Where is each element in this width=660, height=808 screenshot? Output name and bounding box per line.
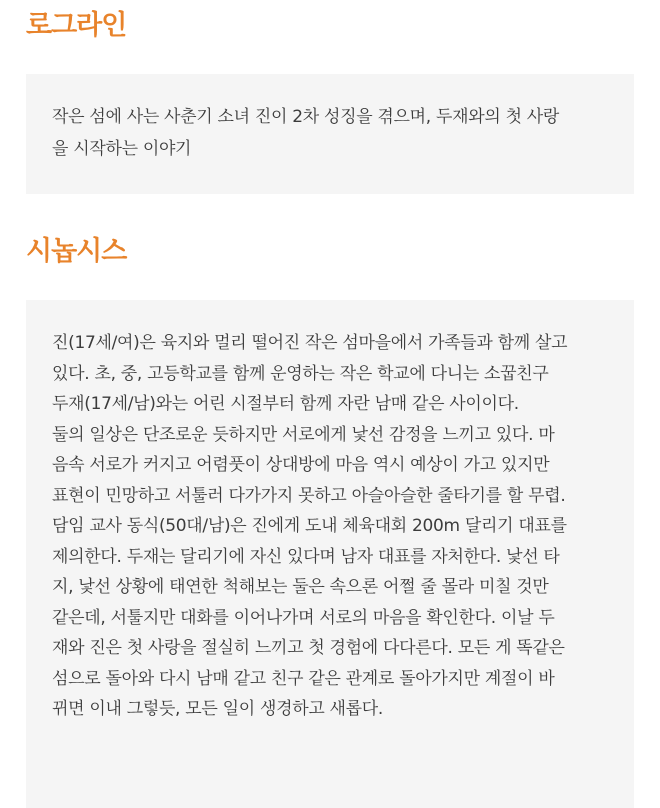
synopsis-line: 음속 서로가 커지고 어렴풋이 상대방에 마음 역시 예상이 가고 있지만 (52, 455, 550, 475)
synopsis-line: 제의한다. 두재는 달리기에 자신 있다며 남자 대표를 자처한다. 낯선 타 (52, 546, 560, 567)
logline-text (52, 101, 608, 165)
synopsis-box (26, 300, 634, 808)
synopsis-line: 섬으로 돌아와 다시 남매 같고 친구 같은 관계로 돌아가지만 계절이 바 (52, 668, 555, 689)
synopsis-line: 재와 진은 첫 사랑을 절실히 느끼고 첫 경험에 다다른다. 모든 게 똑같은 (52, 638, 565, 658)
synopsis-line: 지, 낯선 상황에 태연한 척해보는 둘은 속으론 어쩔 줄 몰라 미칠 것만 (52, 577, 549, 597)
synopsis-line: 두재(17세/남)와는 어린 시절부터 함께 자란 남매 같은 사이이다. (52, 394, 519, 414)
synopsis-line: 표현이 민망하고 서툴러 다가가지 못하고 아슬아슬한 줄타기를 할 무렵. (52, 485, 566, 506)
logline-line: 을 시작하는 이야기 (52, 139, 192, 159)
logline-heading: 로그라인 (26, 10, 127, 41)
synopsis-line: 담임 교사 동식(50대/남)은 진에게 도내 체육대회 200m 달리기 대표를 (52, 516, 567, 536)
synopsis-text (52, 328, 608, 725)
synopsis-line: 같은데, 서툴지만 대화를 이어나가며 서로의 마음을 확인한다. 이날 두 (52, 607, 555, 628)
synopsis-line: 뀌면 이내 그렇듯, 모든 일이 생경하고 새롭다. (52, 699, 384, 719)
synopsis-line: 있다. 초, 중, 고등학교를 함께 운영하는 작은 학교에 다니는 소꿉친구 (52, 363, 549, 384)
synopsis-heading: 시놉시스 (26, 236, 127, 267)
synopsis-line: 둘의 일상은 단조로운 듯하지만 서로에게 낯선 감정을 느끼고 있다. 마 (52, 424, 555, 445)
synopsis-line: 진(17세/여)은 육지와 멀리 떨어진 작은 섬마을에서 가족들과 함께 살고 (52, 333, 568, 353)
logline-line: 작은 섬에 사는 사춘기 소녀 진이 2차 성징을 겪으며, 두재와의 첫 사랑 (52, 107, 560, 127)
logline-box (26, 74, 634, 194)
